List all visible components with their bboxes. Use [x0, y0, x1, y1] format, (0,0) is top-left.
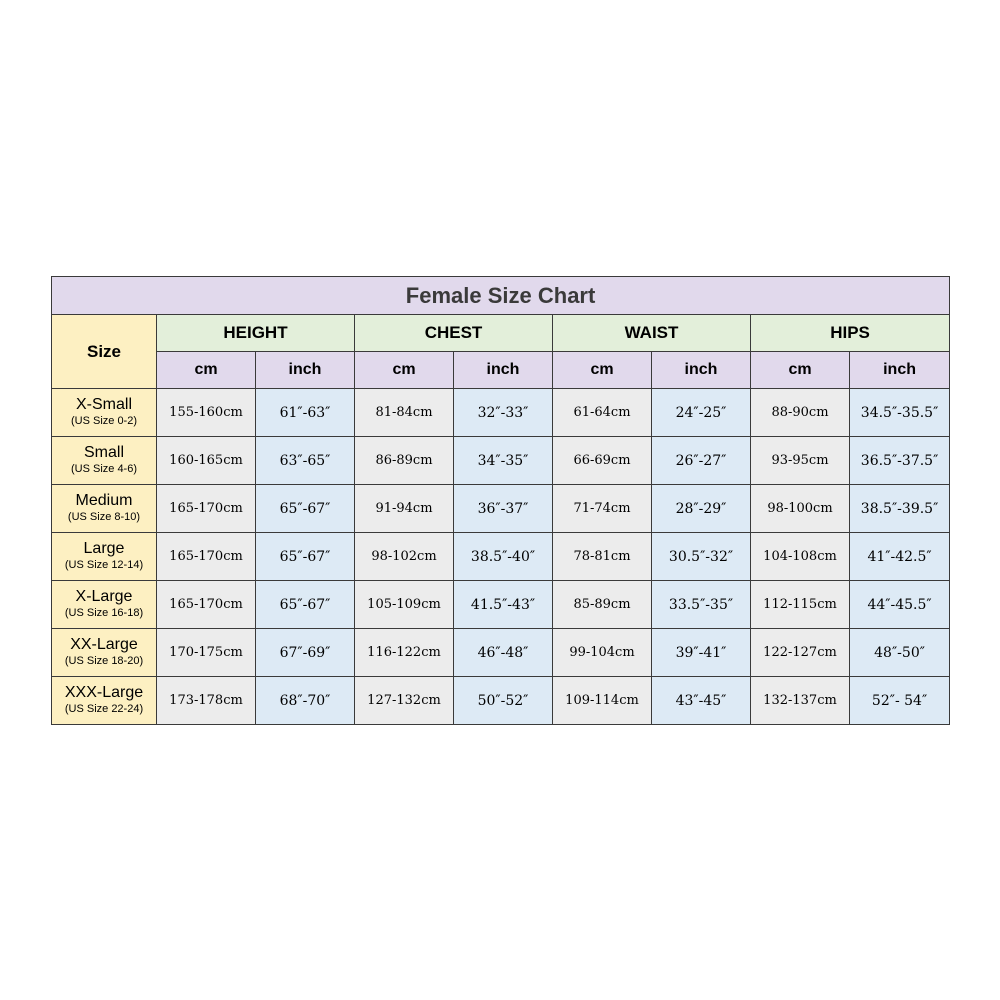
size-name: X-Large [75, 588, 133, 606]
waist-cm-cell: 66-69cm [553, 437, 652, 485]
table-row [52, 533, 950, 581]
chest-inch-cell: 36″-37″ [454, 485, 553, 533]
height-cm-cell: 160-165cm [157, 437, 256, 485]
chest-inch-cell: 32″-33″ [454, 389, 553, 437]
height-cm-cell: 165-170cm [157, 533, 256, 581]
hips-inch-cell: 36.5″-37.5″ [850, 437, 950, 485]
us-size-label: (US Size 0-2) [70, 415, 138, 428]
unit-header-height-cm: cm [157, 352, 256, 389]
size-name: XXX-Large [64, 684, 144, 702]
waist-inch-cell: 24″-25″ [652, 389, 751, 437]
size-label-cell [52, 533, 157, 581]
waist-cm-cell: 109-114cm [553, 677, 652, 725]
table-row [52, 629, 950, 677]
hips-inch-cell: 52″- 54″ [850, 677, 950, 725]
chest-cm-cell: 91-94cm [355, 485, 454, 533]
hips-cm-cell: 122-127cm [751, 629, 850, 677]
height-cm-cell: 155-160cm [157, 389, 256, 437]
unit-header-hips-cm: cm [751, 352, 850, 389]
height-inch-cell: 61″-63″ [256, 389, 355, 437]
unit-header-row [52, 352, 950, 389]
group-header-height: HEIGHT [157, 315, 355, 352]
chest-inch-cell: 38.5″-40″ [454, 533, 553, 581]
size-name: Medium [75, 492, 133, 510]
chest-cm-cell: 98-102cm [355, 533, 454, 581]
hips-inch-cell: 38.5″-39.5″ [850, 485, 950, 533]
height-inch-cell: 67″-69″ [256, 629, 355, 677]
height-inch-cell: 65″-67″ [256, 485, 355, 533]
size-name: X-Small [75, 396, 132, 414]
hips-cm-cell: 104-108cm [751, 533, 850, 581]
us-size-label: (US Size 22-24) [64, 703, 144, 716]
waist-cm-cell: 61-64cm [553, 389, 652, 437]
table-row [52, 485, 950, 533]
chest-inch-cell: 41.5″-43″ [454, 581, 553, 629]
unit-header-waist-cm: cm [553, 352, 652, 389]
table-row [52, 677, 950, 725]
waist-cm-cell: 85-89cm [553, 581, 652, 629]
height-cm-cell: 170-175cm [157, 629, 256, 677]
hips-cm-cell: 98-100cm [751, 485, 850, 533]
waist-inch-cell: 28″-29″ [652, 485, 751, 533]
waist-inch-cell: 39″-41″ [652, 629, 751, 677]
us-size-label: (US Size 16-18) [64, 607, 144, 620]
size-column-header: Size [52, 315, 157, 389]
height-inch-cell: 65″-67″ [256, 581, 355, 629]
group-header-hips: HIPS [751, 315, 950, 352]
chest-cm-cell: 127-132cm [355, 677, 454, 725]
size-label-cell [52, 485, 157, 533]
height-inch-cell: 68″-70″ [256, 677, 355, 725]
waist-cm-cell: 99-104cm [553, 629, 652, 677]
waist-inch-cell: 30.5″-32″ [652, 533, 751, 581]
hips-cm-cell: 88-90cm [751, 389, 850, 437]
chest-cm-cell: 105-109cm [355, 581, 454, 629]
size-label-cell [52, 437, 157, 485]
hips-inch-cell: 34.5″-35.5″ [850, 389, 950, 437]
table-row [52, 389, 950, 437]
chest-inch-cell: 46″-48″ [454, 629, 553, 677]
chest-cm-cell: 86-89cm [355, 437, 454, 485]
group-header-chest: CHEST [355, 315, 553, 352]
waist-inch-cell: 26″-27″ [652, 437, 751, 485]
group-header-waist: WAIST [553, 315, 751, 352]
chart-title: Female Size Chart [52, 277, 950, 315]
waist-cm-cell: 71-74cm [553, 485, 652, 533]
unit-header-hips-inch: inch [850, 352, 950, 389]
us-size-label: (US Size 12-14) [64, 559, 144, 572]
chest-cm-cell: 81-84cm [355, 389, 454, 437]
size-label-cell [52, 389, 157, 437]
table-row [52, 581, 950, 629]
unit-header-waist-inch: inch [652, 352, 751, 389]
chest-inch-cell: 34″-35″ [454, 437, 553, 485]
height-inch-cell: 63″-65″ [256, 437, 355, 485]
us-size-label: (US Size 8-10) [67, 511, 141, 524]
hips-inch-cell: 41″-42.5″ [850, 533, 950, 581]
chest-cm-cell: 116-122cm [355, 629, 454, 677]
waist-cm-cell: 78-81cm [553, 533, 652, 581]
height-cm-cell: 165-170cm [157, 581, 256, 629]
size-label-cell [52, 629, 157, 677]
unit-header-height-inch: inch [256, 352, 355, 389]
size-name: Large [83, 540, 125, 558]
size-chart-table [51, 276, 950, 725]
hips-cm-cell: 132-137cm [751, 677, 850, 725]
size-name: XX-Large [70, 636, 138, 654]
table-row [52, 437, 950, 485]
unit-header-chest-inch: inch [454, 352, 553, 389]
hips-inch-cell: 48″-50″ [850, 629, 950, 677]
hips-cm-cell: 93-95cm [751, 437, 850, 485]
hips-cm-cell: 112-115cm [751, 581, 850, 629]
unit-header-chest-cm: cm [355, 352, 454, 389]
size-table-body [52, 389, 950, 725]
height-cm-cell: 173-178cm [157, 677, 256, 725]
chest-inch-cell: 50″-52″ [454, 677, 553, 725]
height-cm-cell: 165-170cm [157, 485, 256, 533]
size-name: Small [83, 444, 124, 462]
us-size-label: (US Size 18-20) [64, 655, 144, 668]
waist-inch-cell: 43″-45″ [652, 677, 751, 725]
hips-inch-cell: 44″-45.5″ [850, 581, 950, 629]
size-label-cell [52, 581, 157, 629]
height-inch-cell: 65″-67″ [256, 533, 355, 581]
size-label-cell [52, 677, 157, 725]
waist-inch-cell: 33.5″-35″ [652, 581, 751, 629]
us-size-label: (US Size 4-6) [70, 463, 138, 476]
